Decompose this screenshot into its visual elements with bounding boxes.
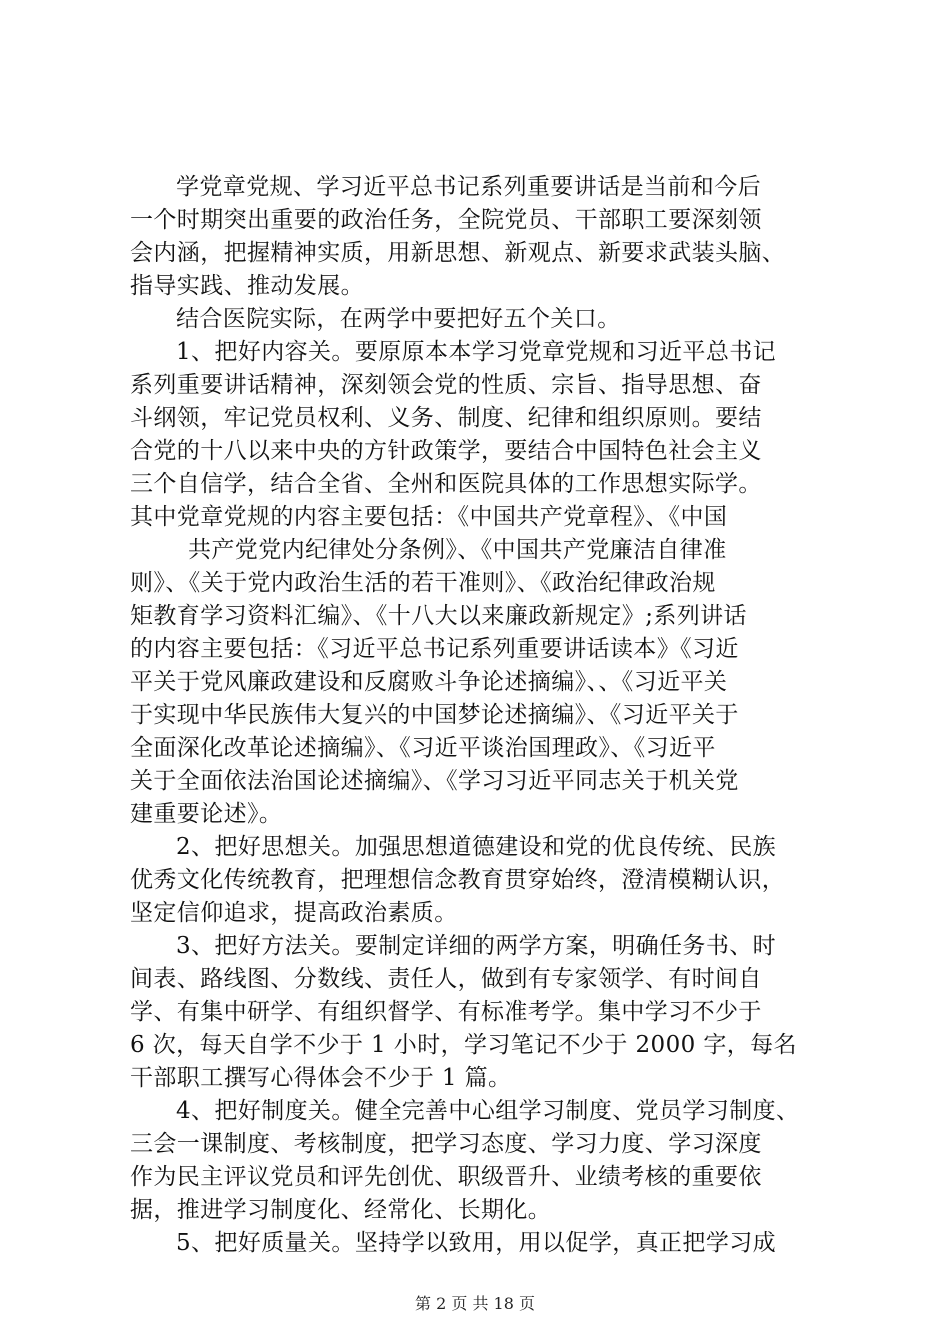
text-line: 建重要论述》。 <box>130 801 283 827</box>
text-line: 其中党章党规的内容主要包括：《中国共产党章程》、《中国 <box>130 504 728 530</box>
text-line: 坚定信仰追求，提高政治素质。 <box>130 900 458 926</box>
text-line: 6 次，每天自学不少于 1 小时，学习笔记不少于 2000 字，每名 <box>130 1032 797 1058</box>
text-line: 全面深化改革论述摘编》、《习近平谈治国理政》、《习近平 <box>130 735 716 761</box>
text-line: 系列重要讲话精神，深刻领会党的性质、宗旨、指导思想、奋 <box>130 372 762 398</box>
text-line: 5、把好质量关。坚持学以致用，用以促学，真正把学习成 <box>176 1230 777 1256</box>
text-line: 1、把好内容关。要原原本本学习党章党规和习近平总书记 <box>176 339 777 365</box>
text-line: 4、把好制度关。健全完善中心组学习制度、党员学习制度、 <box>176 1098 800 1124</box>
text-line: 据，推进学习制度化、经常化、长期化。 <box>130 1197 552 1223</box>
text-line: 作为民主评议党员和评先创优、职级晋升、业绩考核的重要依 <box>130 1164 762 1190</box>
text-line: 优秀文化传统教育，把理想信念教育贯穿始终，澄清模糊认识， <box>130 867 786 893</box>
text-line: 于实现中华民族伟大复兴的中国梦论述摘编》、《习近平关于 <box>130 702 739 728</box>
text-line: 2、把好思想关。加强思想道德建设和党的优良传统、民族 <box>176 834 777 860</box>
text-line: 则》、《关于党内政治生活的若干准则》、《政治纪律政治规 <box>130 570 716 596</box>
text-line: 三会一课制度、考核制度，把学习态度、学习力度、学习深度 <box>130 1131 762 1157</box>
page-number-footer: 第 2 页 共 18 页 <box>415 1294 535 1313</box>
text-line: 合党的十八以来中央的方针政策学，要结合中国特色社会主义 <box>130 438 762 464</box>
text-line: 矩教育学习资料汇编》、《十八大以来廉政新规定》;系列讲话 <box>130 603 747 629</box>
text-line: 会内涵，把握精神实质，用新思想、新观点、新要求武装头脑、 <box>130 240 786 266</box>
text-line: 一个时期突出重要的政治任务，全院党员、干部职工要深刻领 <box>130 207 762 233</box>
text-line: 的内容主要包括：《习近平总书记系列重要讲话读本》《习近 <box>130 636 739 662</box>
text-line: 指导实践、推动发展。 <box>130 273 364 299</box>
text-line: 结合医院实际，在两学中要把好五个关口。 <box>176 306 621 332</box>
text-line: 学党章党规、学习近平总书记系列重要讲话是当前和今后 <box>176 174 761 200</box>
text-line: 共产党党内纪律处分条例》、《中国共产党廉洁自律准 <box>188 537 727 563</box>
text-line: 3、把好方法关。要制定详细的两学方案，明确任务书、时 <box>176 933 777 959</box>
text-line: 平关于党风廉政建设和反腐败斗争论述摘编》、、《习近平关 <box>130 669 728 695</box>
text-line: 干部职工撰写心得体会不少于 1 篇。 <box>130 1065 512 1091</box>
text-line: 三个自信学，结合全省、全州和医院具体的工作思想实际学。 <box>130 471 762 497</box>
text-line: 间表、路线图、分数线、责任人，做到有专家领学、有时间自 <box>130 966 762 992</box>
text-line: 关于全面依法治国论述摘编》、《学习习近平同志关于机关党 <box>130 768 739 794</box>
text-line: 学、有集中研学、有组织督学、有标准考学。集中学习不少于 <box>130 999 762 1025</box>
text-line: 斗纲领，牢记党员权利、义务、制度、纪律和组织原则。要结 <box>130 405 762 431</box>
